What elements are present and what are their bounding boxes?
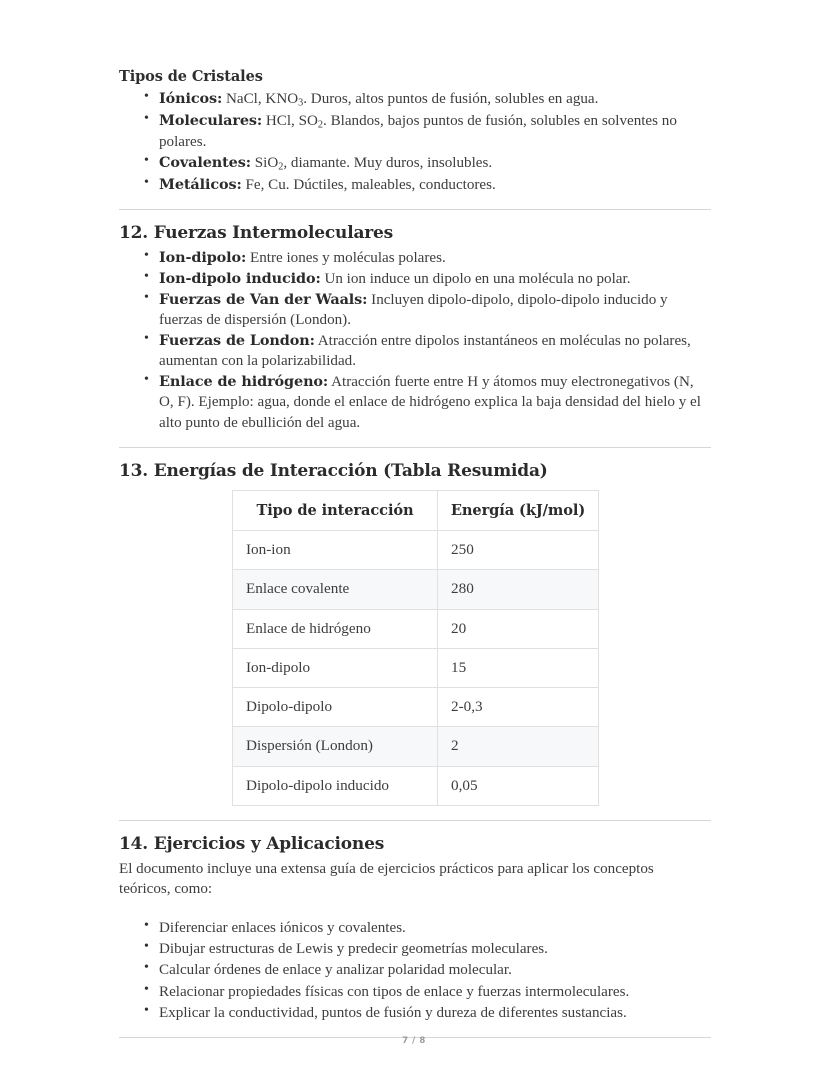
section-divider	[119, 820, 711, 821]
section12-list	[119, 248, 711, 433]
list-item-desc-post: . Blandos, bajos puntos de fusión, solubles en solventes no polares.	[159, 113, 677, 150]
subscript: 2	[317, 119, 324, 131]
cell-interaction: Dispersión (London)	[233, 727, 438, 766]
list-item: • Dibujar estructuras de Lewis y predecir geometrías moleculares.	[159, 939, 711, 959]
list-item-term: Ion-dipolo inducido:	[159, 270, 321, 288]
list-item: • Calcular órdenes de enlace y analizar polaridad molecular.	[159, 960, 711, 980]
list-item	[159, 111, 711, 152]
section-divider-wrap	[119, 434, 711, 460]
list-item	[159, 248, 711, 268]
list-item-desc-pre: SiO	[250, 154, 279, 171]
list-item	[159, 175, 711, 195]
section13-heading: 13. Energías de Interacción (Tabla Resumida)	[119, 460, 548, 481]
list-item-term: Covalentes:	[159, 153, 251, 171]
table-row	[233, 766, 599, 805]
cell-interaction: Ion-ion	[233, 531, 438, 570]
energy-table-wrap	[119, 490, 711, 806]
list-item-desc: Atracción fuerte entre H y átomos muy electronegativos (N, O, F). Ejemplo: agua, donde el enlace de hidrógeno explica la baja densidad del hielo y el alto punto de ebullición del agua.	[159, 374, 701, 431]
table-row	[233, 570, 599, 609]
section14-heading: 14. Ejercicios y Aplicaciones	[119, 833, 385, 854]
list-item-term: Moleculares:	[159, 112, 263, 130]
list-item-desc-post: , diamante. Muy duros, insolubles.	[283, 154, 493, 171]
cell-energy: 20	[438, 609, 599, 648]
subscript: 3	[298, 97, 304, 109]
energy-table	[232, 490, 599, 806]
list-item	[159, 372, 711, 432]
section-divider-wrap	[119, 806, 711, 833]
table-row	[233, 531, 599, 570]
table-row	[233, 609, 599, 648]
list-item-term: Iónicos:	[159, 90, 223, 108]
list-item	[159, 89, 711, 110]
cell-energy: 2	[438, 727, 599, 766]
list-item	[159, 331, 711, 371]
cell-energy: 15	[438, 648, 599, 687]
table-row	[233, 688, 599, 727]
cell-interaction: Dipolo-dipolo inducido	[233, 766, 438, 805]
list-item-desc: Un ion induce un dipolo en una molécula no polar.	[320, 271, 631, 288]
table-row	[233, 648, 599, 687]
cell-energy: 250	[438, 531, 599, 570]
list-item-term: Fuerzas de Van der Waals:	[159, 291, 368, 309]
section14-list	[119, 918, 711, 1022]
cell-energy: 280	[438, 570, 599, 609]
list-item-term: Metálicos:	[159, 175, 242, 193]
list-item: • Diferenciar enlaces iónicos y covalentes.	[159, 918, 711, 938]
list-item-desc-pre: HCl, SO	[262, 113, 318, 130]
list-item	[159, 290, 711, 330]
list-item-desc: Entre iones y moléculas polares.	[246, 250, 446, 267]
list-item: • Relacionar propiedades físicas con tipos de enlace y fuerzas intermoleculares.	[159, 982, 711, 1002]
page-footer: 7 / 8	[402, 1036, 426, 1046]
page-content	[119, 68, 711, 1050]
table-header-row	[233, 490, 599, 531]
list-item: • Explicar la conductividad, puntos de fusión y dureza de diferentes sustancias.	[159, 1003, 711, 1023]
energy-table-head	[233, 490, 599, 531]
section12-heading: 12. Fuerzas Intermoleculares	[119, 222, 394, 243]
list-item	[159, 269, 711, 289]
cell-interaction: Enlace covalente	[233, 570, 438, 609]
column-header-energy: Energía (kJ/mol)	[438, 490, 599, 531]
section14-intro: El documento incluye una extensa guía de ejercicios prácticos para aplicar los conceptos teóricos, como:	[119, 860, 654, 898]
list-item-desc-pre: Fe, Cu. Dúctiles, maleables, conductores.	[241, 176, 496, 193]
cell-interaction: Enlace de hidrógeno	[233, 609, 438, 648]
section-divider-wrap	[119, 196, 711, 222]
list-item-desc-post: . Duros, altos puntos de fusión, solubles en agua.	[303, 91, 599, 108]
section-divider	[119, 209, 711, 210]
list-item-term: Enlace de hidrógeno:	[159, 373, 329, 391]
energy-table-body	[233, 531, 599, 806]
list-item	[159, 153, 711, 174]
crystals-list	[119, 89, 711, 195]
list-item-term: Ion-dipolo:	[159, 249, 247, 267]
list-item-desc-pre: NaCl, KNO	[222, 91, 299, 108]
crystals-heading: Tipos de Cristales	[119, 68, 263, 85]
cell-energy: 2-0,3	[438, 688, 599, 727]
list-item-term: Fuerzas de London:	[159, 332, 315, 350]
subscript: 2	[278, 161, 284, 173]
cell-interaction: Dipolo-dipolo	[233, 688, 438, 727]
table-row	[233, 727, 599, 766]
section-divider	[119, 447, 711, 448]
list-item-desc: Atracción entre dipolos instantáneos en moléculas no polares, aumentan con la polarizabilidad.	[159, 333, 691, 370]
cell-interaction: Ion-dipolo	[233, 648, 438, 687]
list-item-desc: Incluyen dipolo-dipolo, dipolo-dipolo inducido y fuerzas de dispersión (London).	[159, 292, 668, 329]
cell-energy: 0,05	[438, 766, 599, 805]
column-header-interaction: Tipo de interacción	[233, 490, 438, 531]
